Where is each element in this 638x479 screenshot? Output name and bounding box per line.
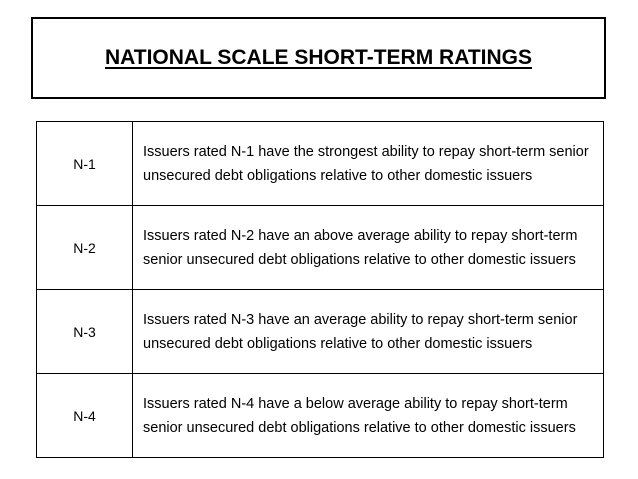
- rating-description-text: Issuers rated N-2 have an above average ability to repay short-term senior unsecured debt obligations relative to other domestic issuers: [143, 228, 578, 268]
- table-row: [37, 374, 604, 458]
- rating-code: N-1: [37, 122, 133, 206]
- rating-description: [133, 206, 604, 290]
- rating-code: N-3: [37, 290, 133, 374]
- rating-description-text: Issuers rated N-1 have the strongest ability to repay short-term senior unsecured debt obligations relative to other domestic issuers: [143, 144, 589, 184]
- rating-description-text: Issuers rated N-3 have an average ability to repay short-term senior unsecured debt obligations relative to other domestic issuers: [143, 312, 578, 352]
- rating-description-text: Issuers rated N-4 have a below average ability to repay short-term senior unsecured debt obligations relative to other domestic issuers: [143, 396, 576, 436]
- table-row: [37, 290, 604, 374]
- table-row: [37, 122, 604, 206]
- title-box: [31, 17, 606, 99]
- rating-code: N-4: [37, 374, 133, 458]
- rating-code: N-2: [37, 206, 133, 290]
- rating-description: [133, 374, 604, 458]
- page-title: NATIONAL SCALE SHORT-TERM RATINGS: [105, 46, 532, 69]
- ratings-table: [36, 121, 604, 458]
- table-row: [37, 206, 604, 290]
- rating-description: [133, 122, 604, 206]
- rating-description: [133, 290, 604, 374]
